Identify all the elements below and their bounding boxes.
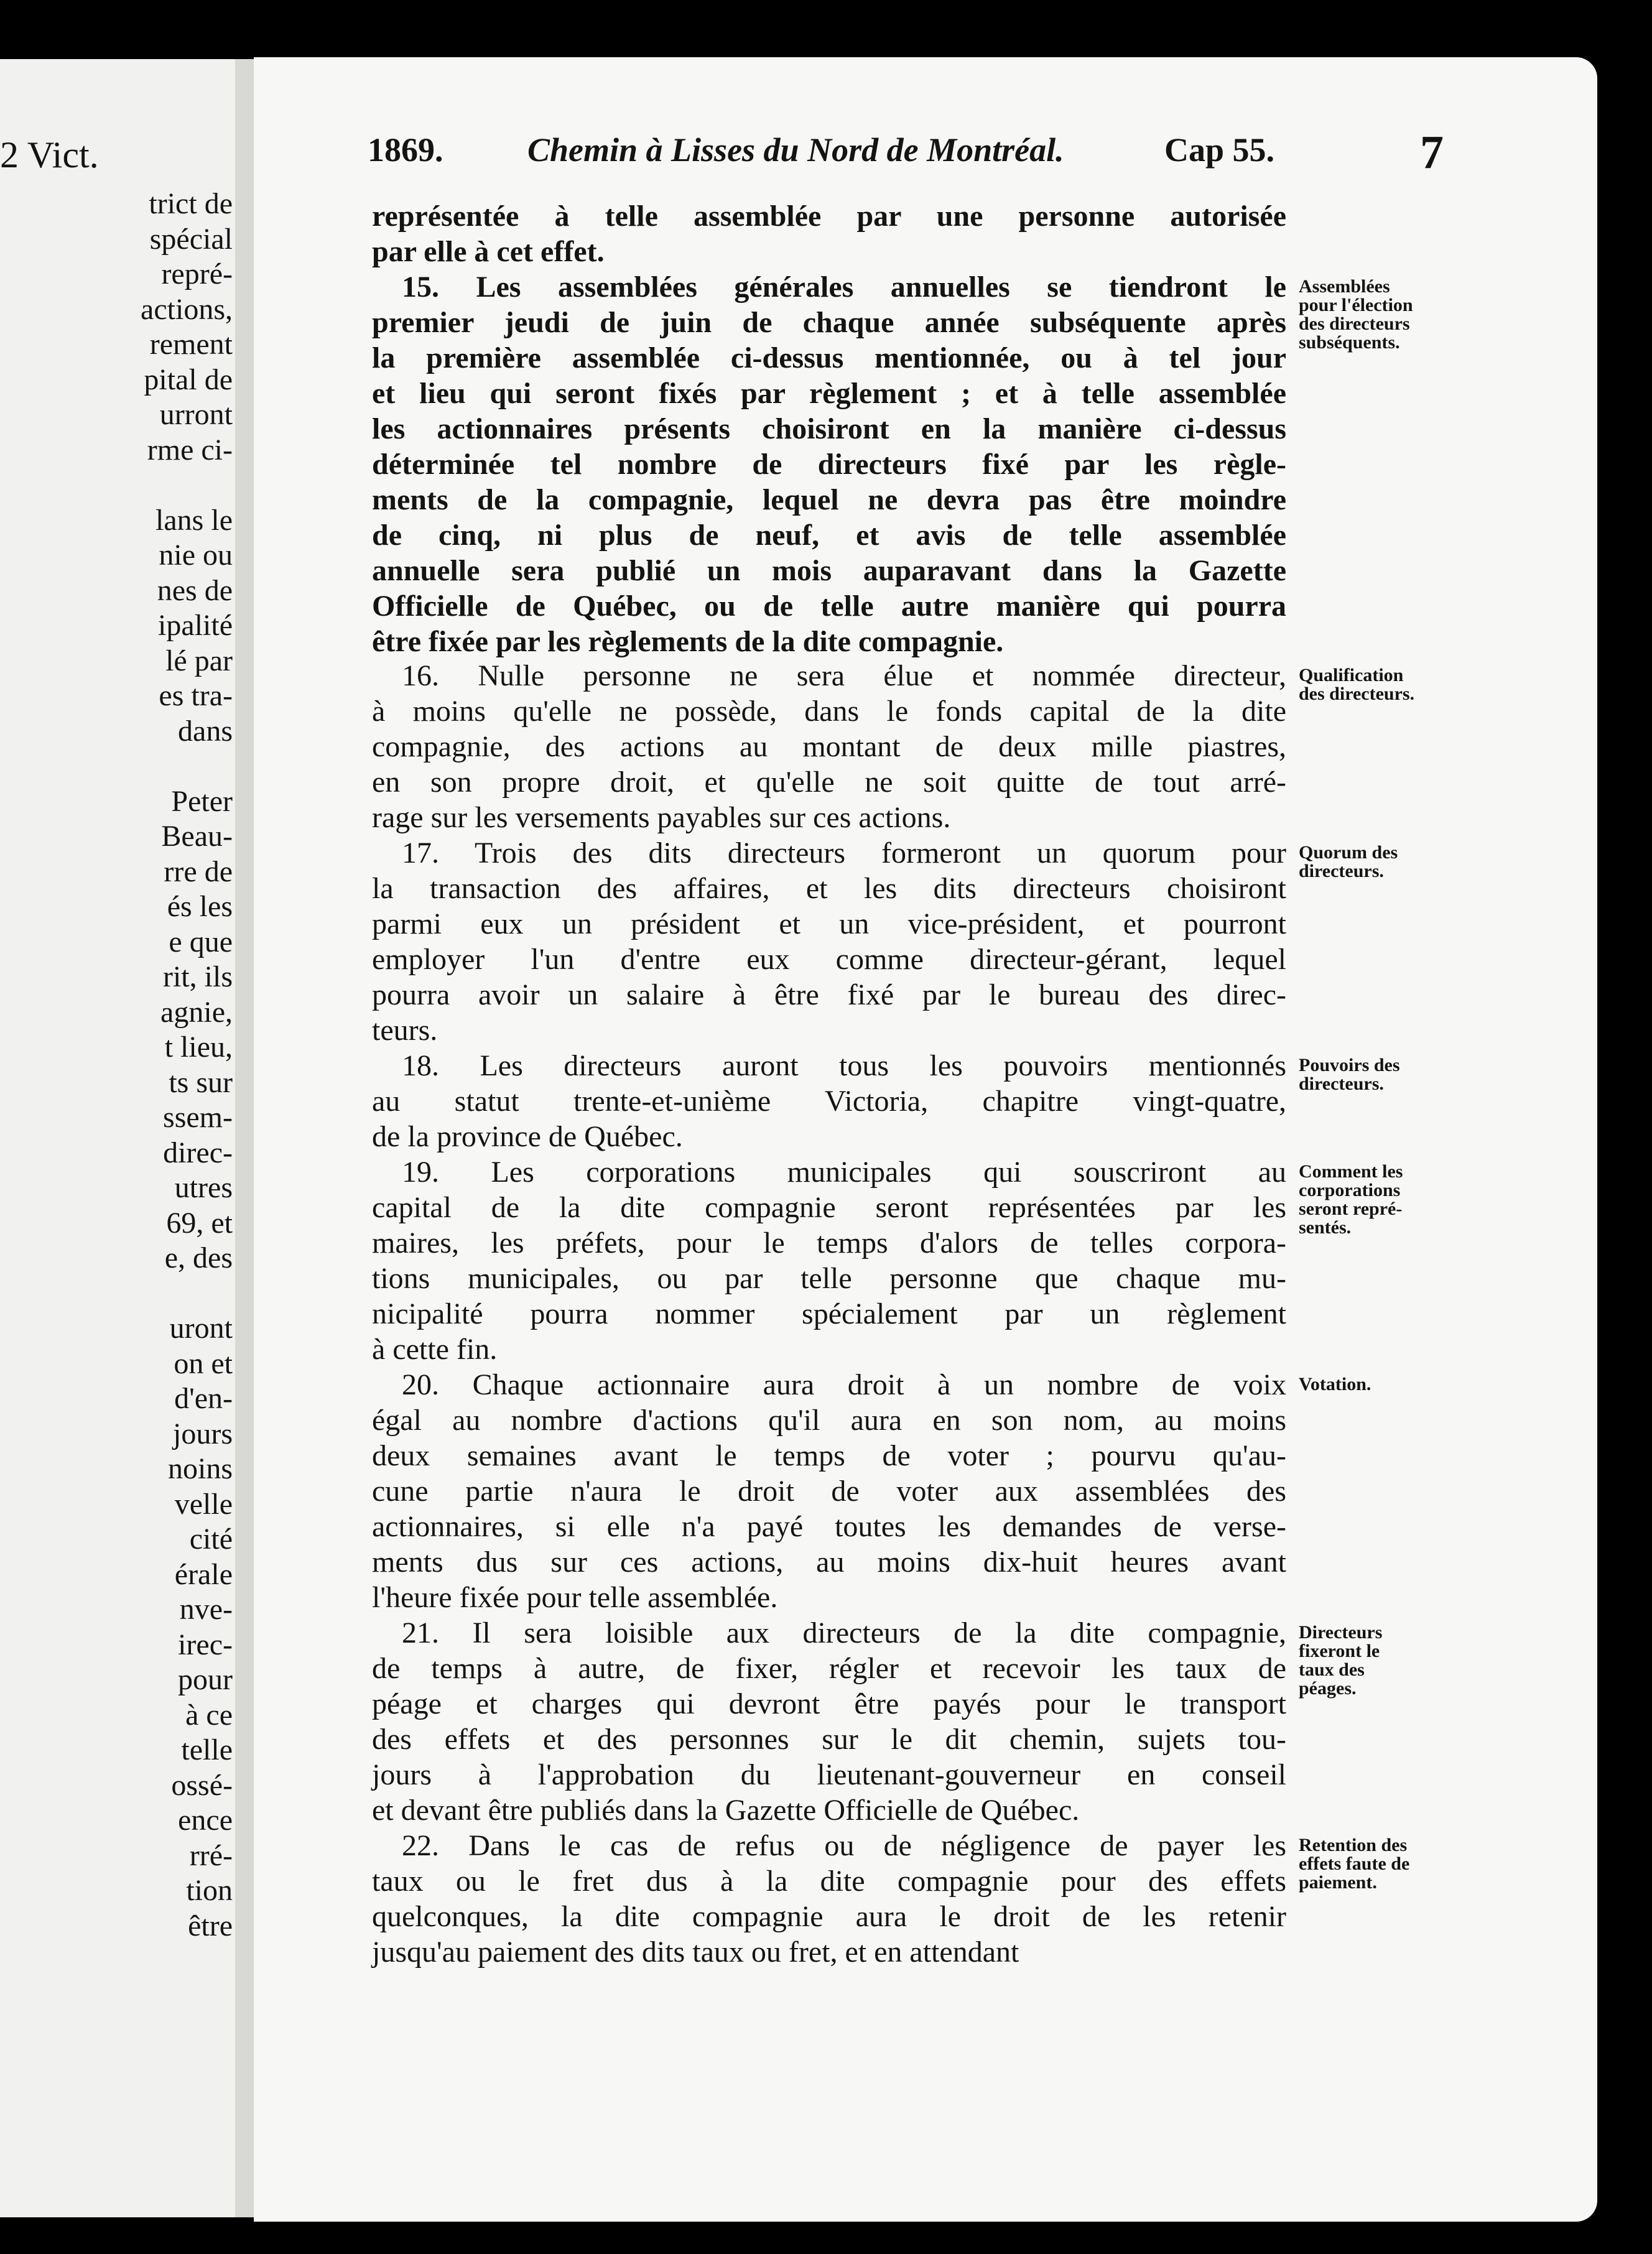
right-page (254, 57, 1597, 2222)
body-line: 22. Dans le cas de refus ou de négligence de payer les (402, 1829, 1286, 1862)
left-page-line: actions, (141, 292, 233, 326)
left-page-line: trict de (149, 187, 233, 220)
body-line: jours à l'approbation du lieutenant-gouverneur en conseil (372, 1758, 1286, 1791)
left-page-line: nve- (179, 1593, 233, 1626)
body-line: 15. Les assemblées générales annuelles se tiendront le (402, 271, 1286, 304)
margin-note-s16 (1299, 666, 1414, 703)
margin-note-s15 (1299, 277, 1413, 352)
margin-note-line: des directeurs (1299, 313, 1410, 334)
body-line: employer l'un d'entre eux comme directeur-gérant, lequel (372, 943, 1286, 976)
body-line: ments dus sur ces actions, au moins dix-huit heures avant (372, 1546, 1286, 1579)
left-page-line: uront (169, 1312, 233, 1345)
left-page-line: e, des (164, 1241, 233, 1274)
margin-note-line: effets faute de (1299, 1853, 1410, 1874)
margin-note-line: corporations (1299, 1180, 1401, 1200)
body-line: taux ou le fret dus à la dite compagnie pour des effets (372, 1865, 1286, 1898)
margin-note-s18 (1299, 1056, 1400, 1093)
left-page-line: on et (174, 1347, 233, 1380)
body-line: 16. Nulle personne ne sera élue et nommée directeur, (402, 659, 1286, 692)
body-line: la première assemblée ci-dessus mentionnée, ou à tel jour (372, 341, 1286, 374)
book-gutter (235, 59, 254, 2217)
left-page-header: 2 Vict. (0, 134, 99, 175)
body-line: des effets et des personnes sur le dit chemin, sujets tou- (372, 1723, 1286, 1756)
left-page-line: ossé- (171, 1768, 233, 1802)
body-line: 20. Chaque actionnaire aura droit à un nombre de voix (402, 1368, 1286, 1401)
left-page-line: ts sur (169, 1065, 233, 1099)
left-page-line: à ce (185, 1698, 233, 1732)
margin-note-s22 (1299, 1836, 1409, 1892)
left-page-line: rme ci- (147, 433, 233, 466)
left-page-line: telle (181, 1733, 233, 1766)
margin-note-line: Quorum des (1299, 842, 1398, 863)
left-page-line: nie ou (159, 539, 233, 572)
left-page-line: nes de (157, 573, 233, 607)
margin-note-s19 (1299, 1162, 1403, 1237)
page-number: 7 (1420, 126, 1444, 179)
body-line: cune partie n'aura le droit de voter aux assemblées des (372, 1475, 1286, 1508)
body-line: être fixée par les règlements de la dite compagnie. (372, 625, 1004, 658)
margin-note-line: Comment les (1299, 1161, 1403, 1182)
body-line: représentée à telle assemblée par une personne autorisée (372, 200, 1286, 233)
left-page-line: direc- (163, 1136, 233, 1169)
margin-note-s21 (1299, 1623, 1382, 1698)
running-head-chapter: Cap 55. (1164, 131, 1275, 169)
body-line: Officielle de Québec, ou de telle autre manière qui pourra (372, 590, 1286, 623)
left-page-line: jours (173, 1417, 233, 1450)
running-head-title: Chemin à Lisses du Nord de Montréal. (527, 131, 1064, 169)
body-line: déterminée tel nombre de directeurs fixé par les règle- (372, 448, 1286, 481)
body-line: de cinq, ni plus de neuf, et avis de telle assemblée (372, 519, 1286, 552)
left-page-line: utres (174, 1171, 233, 1204)
left-page-line: repré- (161, 257, 233, 290)
body-line: en son propre droit, et qu'elle ne soit quitte de tout arré- (372, 766, 1286, 799)
left-page-line: tion (186, 1874, 233, 1907)
body-line: au statut trente-et-unième Victoria, chapitre vingt-quatre, (372, 1085, 1286, 1118)
left-page-line: rre de (164, 855, 233, 888)
left-page-line: 69, et (166, 1206, 233, 1240)
margin-note-line: fixeront le (1299, 1641, 1380, 1661)
margin-note-line: paiement. (1299, 1872, 1377, 1893)
left-page-line: dans (178, 714, 233, 748)
left-page-line: rit, ils (162, 960, 233, 993)
body-line: 21. Il sera loisible aux directeurs de la dite compagnie, (402, 1616, 1286, 1649)
left-page-line: ence (178, 1804, 233, 1837)
body-line: et devant être publiés dans la Gazette Officielle de Québec. (372, 1794, 1080, 1827)
body-line: les actionnaires présents choisiront en la manière ci-dessus (372, 412, 1286, 445)
body-line: premier jeudi de juin de chaque année subséquente après (372, 306, 1286, 339)
left-page-line: és les (167, 890, 233, 923)
margin-note-line: Directeurs (1299, 1622, 1383, 1643)
body-line: rage sur les versements payables sur ces actions. (372, 801, 951, 834)
body-line: maires, les préfets, pour le temps d'alors de telles corpora- (372, 1227, 1286, 1259)
left-page-line: pital de (144, 363, 233, 396)
left-page-line: rement (149, 328, 233, 361)
left-page-line: spécial (149, 222, 233, 256)
margin-note-line: Qualification (1299, 665, 1404, 685)
left-page-line: noins (167, 1452, 233, 1485)
margin-note-line: sentés. (1299, 1217, 1352, 1238)
body-line: actionnaires, si elle n'a payé toutes les demandes de verse- (372, 1510, 1286, 1543)
body-line: de temps à autre, de fixer, régler et recevoir les taux de (372, 1652, 1286, 1685)
margin-note-line: pour l'élection (1299, 295, 1413, 315)
body-line: annuelle sera publié un mois auparavant dans la Gazette (372, 554, 1286, 587)
left-page-line: Beau- (161, 820, 233, 853)
margin-note-line: subséquents. (1299, 332, 1400, 353)
body-line: pourra avoir un salaire à être fixé par le bureau des direc- (372, 978, 1286, 1011)
left-page-line: d'en- (174, 1382, 233, 1415)
body-line: l'heure fixée pour telle assemblée. (372, 1581, 778, 1614)
left-page-line: pour (178, 1663, 233, 1696)
body-line: par elle à cet effet. (372, 235, 605, 268)
margin-note-line: Assemblées (1299, 276, 1390, 297)
left-page-line: irec- (178, 1628, 233, 1661)
margin-note-s17 (1299, 843, 1398, 881)
left-page-line: érale (174, 1557, 233, 1591)
body-line: ments de la compagnie, lequel ne devra pas être moindre (372, 483, 1286, 516)
body-line: péage et charges qui devront être payés pour le transport (372, 1687, 1286, 1720)
left-page-line: ipalité (158, 609, 233, 642)
body-line: la transaction des affaires, et les dits directeurs choisiront (372, 872, 1286, 905)
left-page-line: velle (174, 1487, 233, 1521)
left-page (0, 59, 235, 2217)
margin-note-line: directeurs. (1299, 861, 1384, 881)
margin-note-line: des directeurs. (1299, 684, 1415, 704)
body-line: compagnie, des actions au montant de deux mille piastres, (372, 730, 1286, 763)
margin-note-line: Retention des (1299, 1835, 1408, 1855)
body-line: et lieu qui seront fixés par règlement ; et à telle assemblée (372, 377, 1286, 410)
margin-note-line: Pouvoirs des (1299, 1055, 1400, 1075)
running-head (254, 126, 1597, 180)
margin-note-line: seront repré- (1299, 1199, 1403, 1219)
body-line: égal au nombre d'actions qu'il aura en son nom, au moins (372, 1404, 1286, 1437)
margin-note-line: péages. (1299, 1678, 1357, 1699)
left-page-line: Peter (171, 784, 233, 818)
body-line: 17. Trois des dits directeurs formeront un quorum pour (402, 837, 1286, 870)
left-page-line: être (188, 1909, 233, 1942)
left-page-line: rré- (189, 1839, 233, 1872)
body-line: parmi eux un président et un vice-président, et pourront (372, 907, 1286, 940)
left-page-line: cité (189, 1523, 233, 1556)
body-line: à moins qu'elle ne possède, dans le fonds capital de la dite (372, 695, 1286, 728)
left-page-line: e que (169, 925, 233, 958)
body-line: de la province de Québec. (372, 1120, 683, 1153)
left-page-line: es tra- (159, 679, 233, 712)
margin-note-line: Votation. (1299, 1374, 1371, 1394)
left-page-line: lé par (165, 644, 233, 677)
body-line: 18. Les directeurs auront tous les pouvoirs mentionnés (402, 1049, 1286, 1082)
body-line: 19. Les corporations municipales qui souscriront au (402, 1156, 1286, 1189)
margin-note-line: taux des (1299, 1659, 1365, 1680)
left-page-line: lans le (155, 503, 233, 537)
margin-note-line: directeurs. (1299, 1074, 1384, 1094)
body-line: à cette fin. (372, 1333, 498, 1366)
body-line: jusqu'au paiement des dits taux ou fret, et en attendant (372, 1936, 1019, 1969)
body-line: deux semaines avant le temps de voter ; pourvu qu'au- (372, 1439, 1286, 1472)
body-line: teurs. (372, 1014, 438, 1047)
left-page-line: t lieu, (164, 1031, 233, 1064)
left-page-line: agnie, (160, 995, 233, 1029)
left-page-line: urront (159, 398, 233, 431)
left-page-line: ssem- (163, 1101, 233, 1134)
body-line: quelconques, la dite compagnie aura le droit de les retenir (372, 1900, 1286, 1933)
body-line: capital de la dite compagnie seront représentées par les (372, 1191, 1286, 1224)
running-head-year: 1869. (368, 131, 443, 169)
body-line: tions municipales, ou par telle personne que chaque mu- (372, 1262, 1286, 1295)
body-line: nicipalité pourra nommer spécialement par un règlement (372, 1297, 1286, 1330)
margin-note-s20 (1299, 1375, 1371, 1394)
